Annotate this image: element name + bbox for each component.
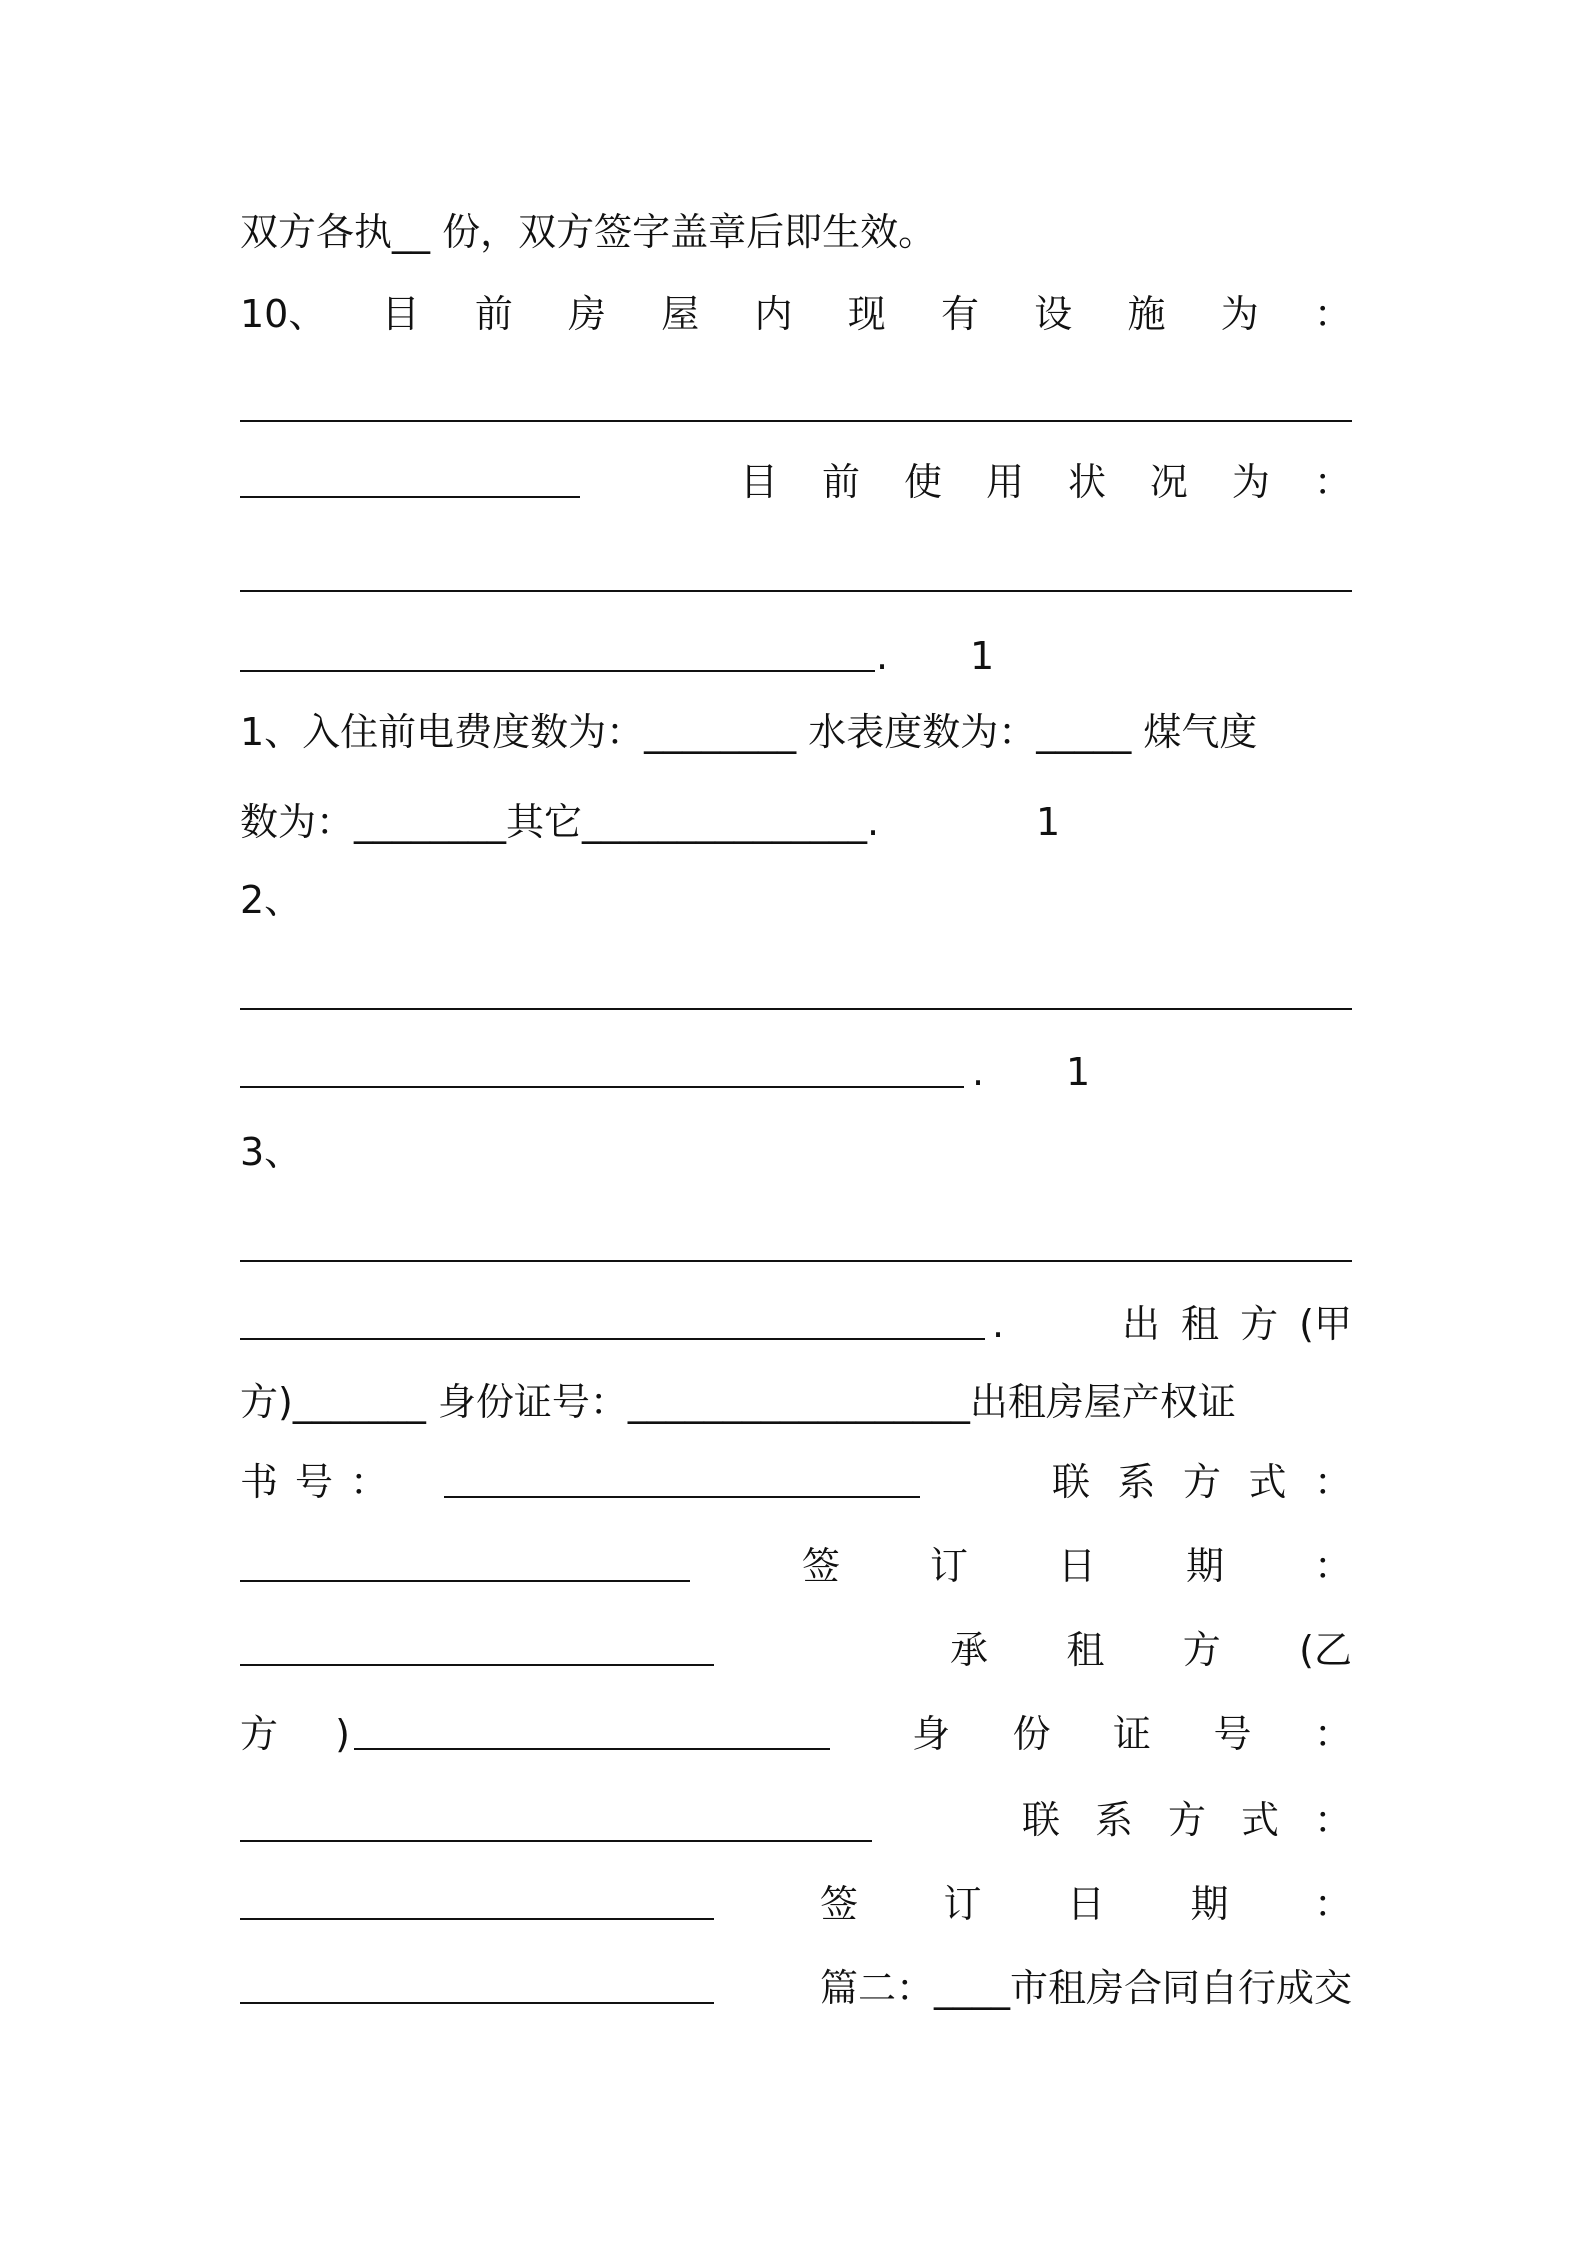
section-heading-part-two: 篇二：____市租房合同自行成交 <box>819 1966 1352 2010</box>
page-number: 1 <box>970 634 995 678</box>
text-line-usage: 目 前 使 用 状 况 为 ： <box>240 456 1352 508</box>
text-line-cert-no: 书 号 ： 联 系 方 式 ： <box>240 1456 1352 1508</box>
blank-field <box>240 1800 872 1842</box>
text-line-lessee-id: 方 ) 身 份 证 号 ： <box>240 1708 1352 1760</box>
blank-field <box>444 1456 920 1498</box>
text-line-item-2: 2、 <box>240 878 303 922</box>
text-line-lessor: . 出 租 方 (甲 <box>240 1298 1352 1350</box>
text-line-part-two <box>240 1962 1352 2014</box>
page-number: 1 <box>1036 800 1061 844</box>
blank-field <box>240 630 875 672</box>
blank-field <box>240 1624 714 1666</box>
text-line-lessee-date: 签 订 日 期 ： <box>240 1878 1352 1930</box>
blank-field <box>240 1540 690 1582</box>
text-line-meters: 1、入住前电费度数为：________ 水表度数为：_____ 煤气度 <box>240 710 1258 754</box>
text-line-copies: 双方各执__ 份，双方签字盖章后即生效。 <box>240 210 937 254</box>
blank-line <box>240 1008 1352 1010</box>
text-line-lessee-contact: 联 系 方 式 ： <box>240 1800 1352 1852</box>
blank-field <box>354 1708 830 1750</box>
blank-field <box>240 1046 964 1088</box>
blank-field <box>240 1878 714 1920</box>
blank-field <box>240 1962 714 2004</box>
blank-field <box>240 456 580 498</box>
text-line-lessee: 承 租 方 (乙 <box>240 1624 1352 1676</box>
text-line-item-3: 3、 <box>240 1130 303 1174</box>
blank-line <box>240 1260 1352 1262</box>
text-line-lessor-date: 签 订 日 期 ： <box>240 1540 1352 1592</box>
text-line-item-2-end: . 1 <box>240 1046 1352 1098</box>
blank-line <box>240 590 1352 592</box>
text-line-meters-cont: 数为：________其它_______________. 1 <box>240 796 1352 848</box>
text-line-lessor-id: 方)_______ 身份证号：__________________出租房屋产权证 <box>240 1380 1236 1424</box>
blank-field <box>240 1298 985 1340</box>
blank-line <box>240 420 1352 422</box>
page-number: 1 <box>1066 1050 1091 1094</box>
text-line-usage-end: . 1 <box>240 630 1352 682</box>
text-line-facilities: 10、 目 前 房 屋 内 现 有 设 施 为 ： <box>240 292 1352 336</box>
